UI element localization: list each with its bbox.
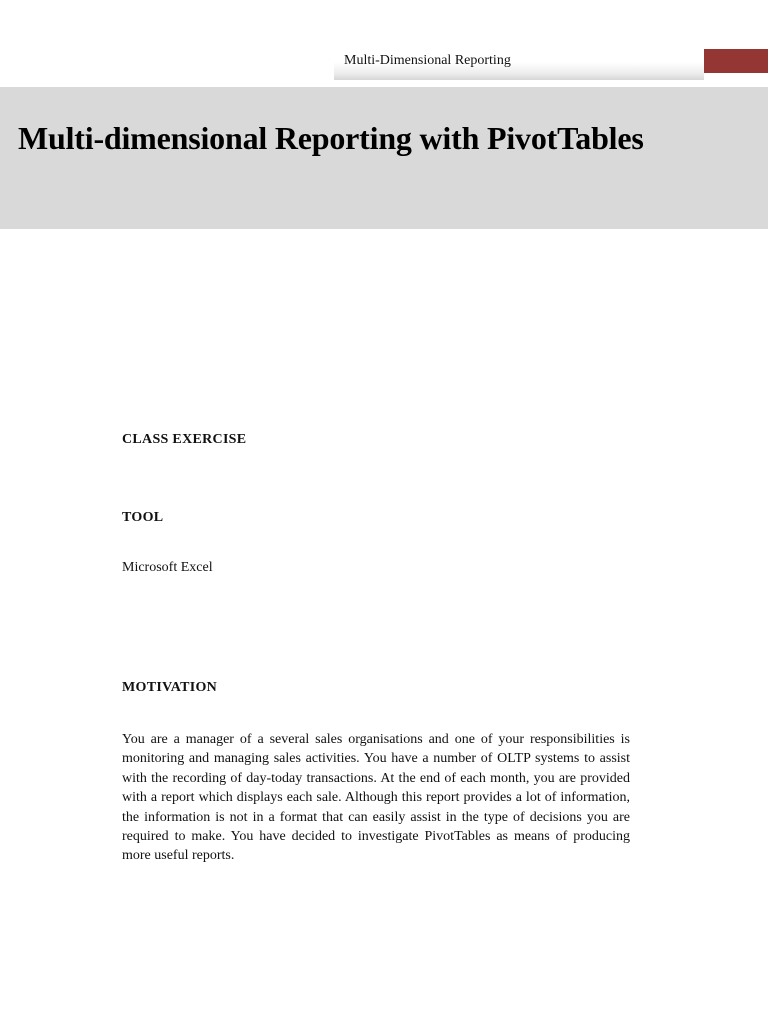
tool-value: Microsoft Excel bbox=[122, 560, 213, 575]
motivation-heading: MOTIVATION bbox=[122, 680, 218, 695]
document-title: Multi-dimensional Reporting with PivotTables bbox=[18, 120, 644, 156]
title-band bbox=[0, 87, 768, 229]
motivation-paragraph: You are a manager of a several sales organisations and one of your responsibilities is monitoring and managing sales activities. You have a number of OLTP systems to assist with the recording of day-today transactions. At the end of each month, you are provided with a report which displays each sale. Although this report provides a lot of information, the information is not in a format that can easily assist in the type of decisions you are required to make. You have decided to investigate PivotTables as means of producing more useful reports. bbox=[122, 732, 630, 864]
running-header bbox=[334, 48, 704, 80]
header-accent-bar bbox=[704, 49, 768, 73]
running-header-text: Multi-Dimensional Reporting bbox=[344, 53, 511, 68]
class-exercise-heading: CLASS EXERCISE bbox=[122, 432, 247, 447]
tool-heading: TOOL bbox=[122, 510, 164, 525]
